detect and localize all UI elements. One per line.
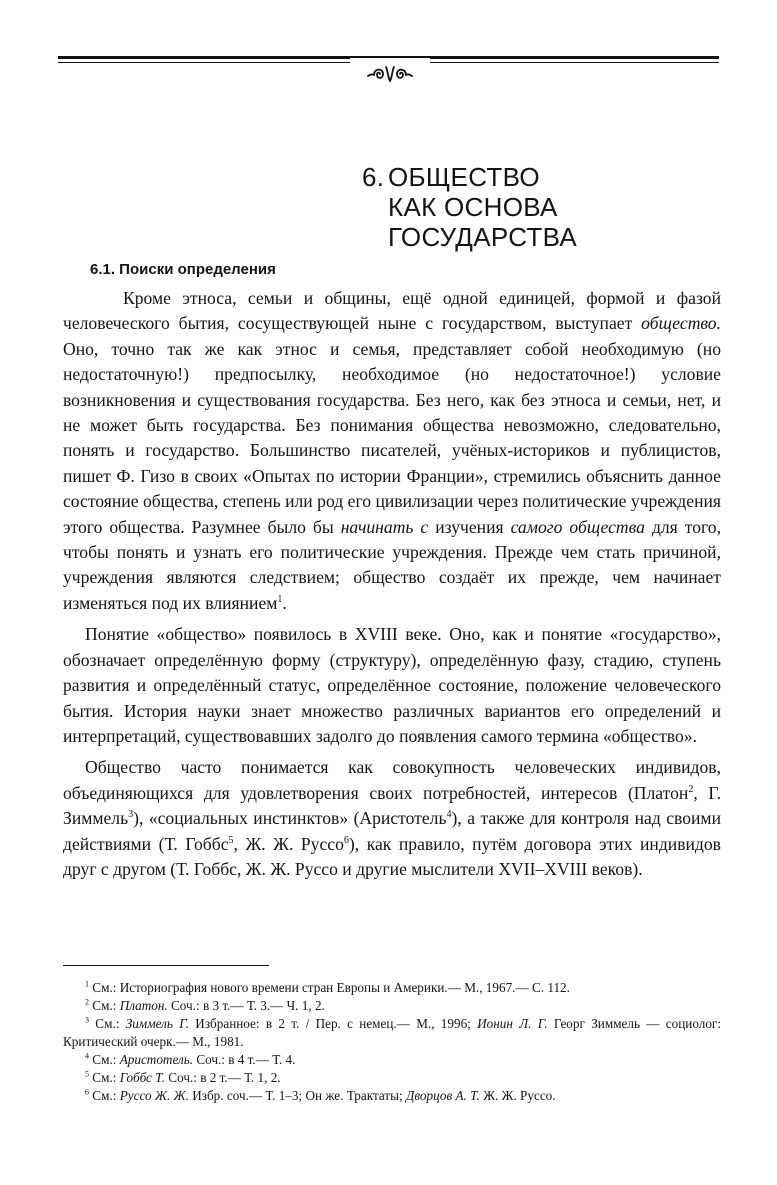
paragraph	[63, 286, 721, 616]
text-run: ), а также для контроля над своими действиями (Т. Гоббс	[63, 808, 721, 854]
text-run: См.:	[89, 998, 120, 1013]
emphasis: Руссо Ж. Ж.	[119, 1088, 189, 1103]
paragraph	[63, 755, 721, 882]
footnote	[63, 997, 721, 1015]
text-run: См.:	[89, 1070, 120, 1085]
emphasis: Платон.	[119, 998, 168, 1013]
emphasis: общество.	[641, 313, 721, 334]
text-run: См.:	[89, 1088, 120, 1103]
emphasis: самого общества	[510, 516, 645, 537]
text-run: См.:	[89, 1016, 126, 1031]
emphasis: начинать с	[340, 516, 429, 537]
footnote	[63, 1051, 721, 1069]
chapter-title-line-1: ОБЩЕСТВО	[388, 162, 540, 192]
footnote-rule	[63, 965, 269, 966]
footnote	[63, 979, 721, 997]
text-run: Соч.: в 4 т.— Т. 4.	[193, 1052, 296, 1067]
footnote	[63, 1087, 721, 1105]
footnote-ref: 5	[85, 1069, 89, 1079]
emphasis: Дворцов А. Т.	[405, 1088, 480, 1103]
text-run: См.:	[89, 1052, 120, 1067]
section-heading: 6.1. Поиски определения	[90, 261, 276, 278]
text-run: ), «социальных инстинктов» (Аристотель	[133, 808, 447, 829]
footnote-ref: 2	[85, 997, 89, 1007]
chapter-number: 6.	[362, 162, 385, 192]
text-run: , Ж. Ж. Руссо	[233, 833, 344, 854]
text-run: Кроме этноса, семьи и общины, ещё одной единицей, формой и фазой человеческого бытия, сосуществующей ныне с государством, выступает	[63, 288, 721, 334]
footnote	[63, 1015, 721, 1051]
paragraph	[63, 622, 721, 749]
text-run: Соч.: в 2 т.— Т. 1, 2.	[164, 1070, 281, 1085]
footnote-ref: 4	[85, 1051, 89, 1061]
emphasis: Гоббс Т.	[119, 1070, 165, 1085]
text-run: Оно, точно так же как этнос и семья, представляет собой необходимую (но недостаточную!) предпосылку, необходимое (но недостаточное!) условие возникновения и существования государства. Без него, как без этноса и семьи, нет, и не может быть государства. Без понимания общества невозможно, следовательно, понять и государство. Большинство писателей, учёных-историков и публицистов, пишет Ф. Гизо в своих «Опытах по истории Франции», стремились объяснить данное состояние общества, степень или род его цивилизации через политические учреждения этого общества. Разумнее было бы	[63, 338, 721, 537]
text-run: Общество часто понимается как совокупность человеческих индивидов, объединяющихся для удовлетворения своих потребностей, интересов (Платон	[63, 757, 721, 803]
text-run: Избранное: в 2 т. / Пер. с немец.— М., 1996;	[189, 1016, 478, 1031]
footnote-ref: 6	[343, 834, 349, 846]
text-run: Георг Зиммель — социолог: Критический очерк.— М., 1981.	[63, 1016, 721, 1049]
emphasis: Ионин Л. Г.	[477, 1016, 548, 1031]
chapter-title	[362, 162, 577, 252]
text-run: Ж. Ж. Руссо.	[479, 1088, 556, 1103]
footnote-ref: 3	[128, 809, 134, 821]
footnote	[63, 1069, 721, 1087]
text-run: ), как правило, путём договора этих индивидов друг с другом (Т. Гоббс, Ж. Ж. Руссо и другие мыслители XVII–XVIII веков).	[63, 833, 721, 879]
footnotes	[63, 979, 721, 1105]
ornament-icon	[350, 58, 430, 88]
emphasis: Аристотель.	[119, 1052, 194, 1067]
body-text	[63, 286, 721, 882]
chapter-title-line-3: ГОСУДАРСТВА	[388, 222, 578, 252]
text-run: См.: Историография нового времени стран Европы и Америки.— М., 1967.— С. 112.	[89, 980, 570, 995]
text-run: для того, чтобы понять и узнать его политические учреждения. Прежде чем стать причиной, учреждения являются следствием; общество создаёт их прежде, чем начинает изменяться под их влиянием	[63, 516, 721, 613]
footnote-ref: 5	[228, 834, 234, 846]
emphasis: Зиммель Г.	[125, 1016, 190, 1031]
text-run: Соч.: в 3 т.— Т. 3.— Ч. 1, 2.	[167, 998, 325, 1013]
text-run: , Г. Зиммель	[63, 782, 721, 829]
footnote-ref: 4	[446, 809, 452, 821]
footnote-ref: 1	[85, 979, 89, 989]
text-run: .	[282, 592, 287, 613]
text-run: Понятие «общество» появилось в XVIII веке. Оно, как и понятие «государство», обозначает определённую форму (структуру), определённую фазу, стадию, ступень развития и определённый статус, определённое состояние, положение человеческого бытия. История науки знает множество различных вариантов его определений и интерпретаций, существовавших задолго до появления самого термина «общество».	[63, 624, 721, 746]
footnote-ref: 3	[85, 1015, 89, 1025]
footnote-ref: 1	[277, 594, 283, 606]
chapter-title-line-2: КАК ОСНОВА	[388, 192, 558, 222]
text-run: изучения	[428, 516, 511, 537]
footnote-ref: 6	[85, 1087, 89, 1097]
text-run: Избр. соч.— Т. 1–3; Он же. Трактаты;	[188, 1088, 406, 1103]
footnote-ref: 2	[688, 783, 694, 795]
